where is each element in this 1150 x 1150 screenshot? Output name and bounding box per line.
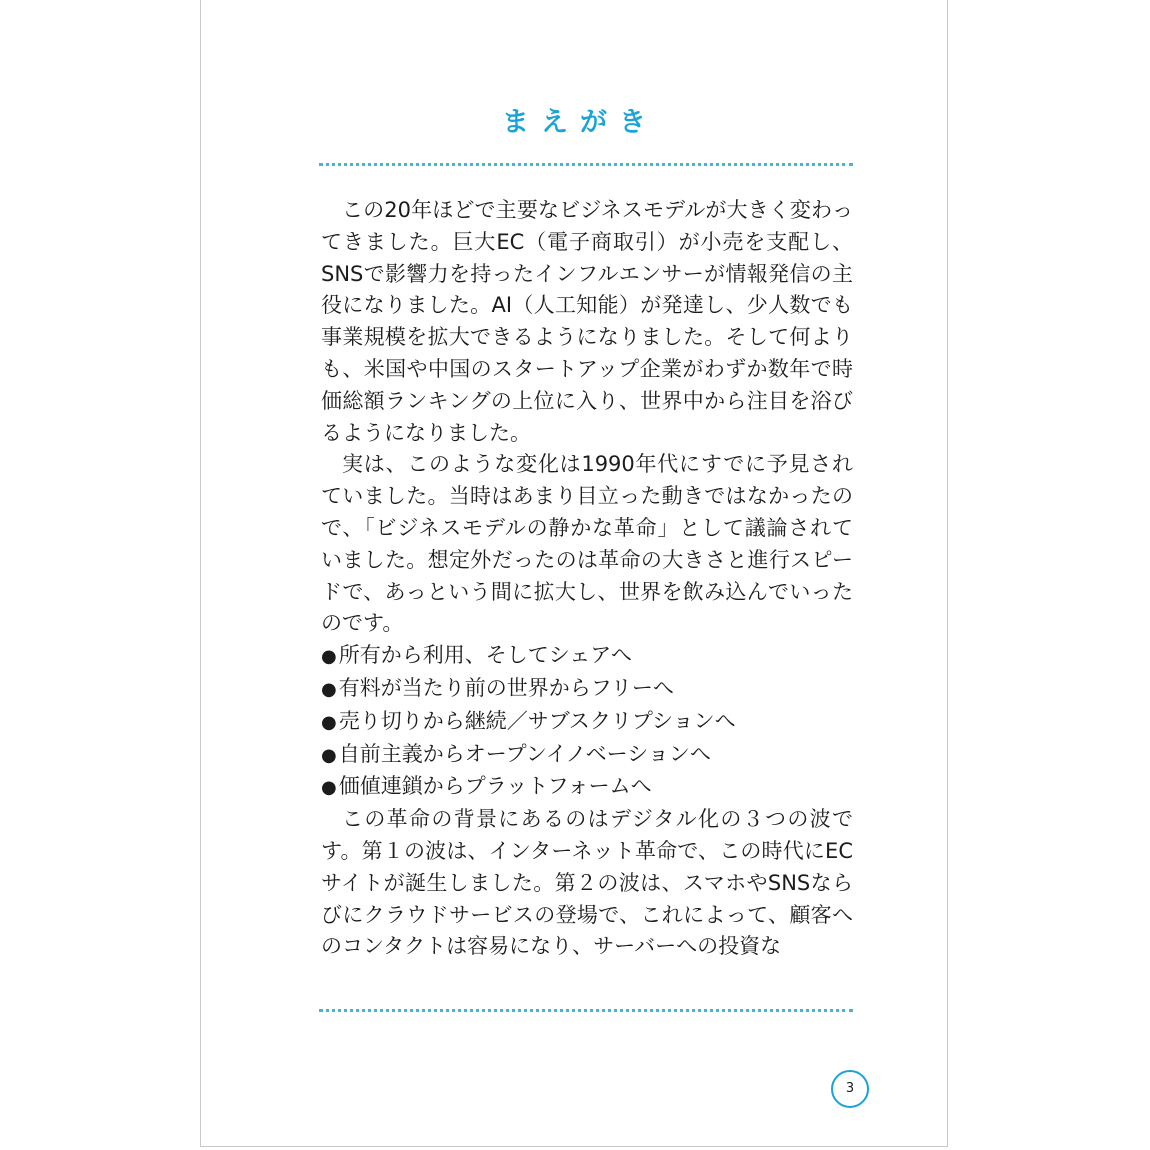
paragraph-3: この革命の背景にあるのはデジタル化の３つの波です。第１の波は、インターネット革命で、この時代にECサイトが誕生しました。第２の波は、スマホやSNSならびにクラウドサービスの登場で、これによって、顧客へのコンタクトは容易になり、サーバーへの投資な: [321, 807, 853, 959]
bullet-list: [321, 640, 853, 804]
paragraph-1: この20年ほどで主要なビジネスモデルが大きく変わってきました。巨大EC（電子商取引）が小売を支配し、SNSで影響力を持ったインフルエンサーが情報発信の主役になりました。AI（人工知能）が発達し、少人数でも事業規模を拡大できるようになりました。そして何よりも、米国や中国のスタートアップ企業がわずか数年で時価総額ランキングの上位に入り、世界中から注目を浴びるようになりました。: [321, 198, 853, 445]
list-item: ●有料が当たり前の世界からフリーへ: [321, 675, 674, 700]
page-number: 3: [831, 1070, 869, 1108]
bottom-dotted-rule: [319, 1009, 853, 1012]
bullet-icon: ●: [321, 678, 337, 700]
bullet-icon: ●: [321, 744, 337, 766]
paragraph-2: 実は、このような変化は1990年代にすでに予見されていました。当時はあまり目立った動きではなかったので、「ビジネスモデルの静かな革命」として議論されていました。想定外だったのは革命の大きさと進行スピードで、あっという間に拡大し、世界を飲み込んでいったのです。: [321, 452, 853, 636]
bullet-icon: ●: [321, 711, 337, 733]
page-title: まえがき: [502, 107, 658, 138]
bullet-icon: ●: [321, 646, 337, 668]
top-dotted-rule: [319, 163, 853, 166]
list-item: ●所有から利用、そしてシェアへ: [321, 643, 632, 668]
list-item: ●価値連鎖からプラットフォームへ: [321, 774, 652, 799]
body-text: [321, 195, 853, 963]
list-item: ●売り切りから継続／サブスクリプションへ: [321, 708, 736, 733]
bullet-icon: ●: [321, 777, 337, 799]
book-page: [200, 0, 948, 1147]
list-item: ●自前主義からオープンイノベーションへ: [321, 741, 711, 766]
